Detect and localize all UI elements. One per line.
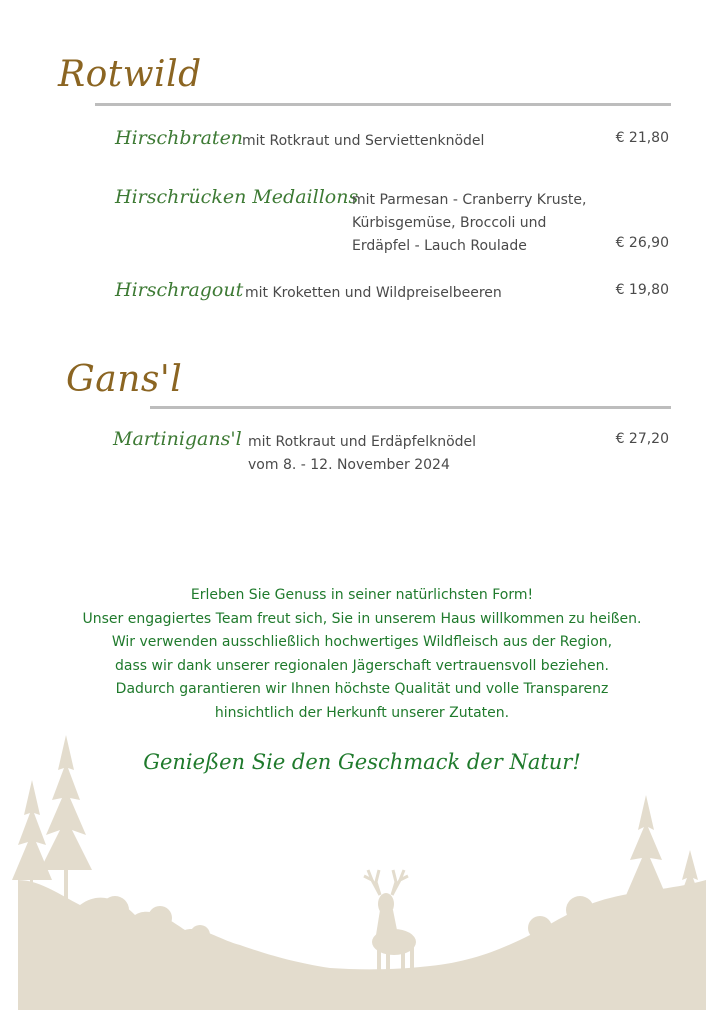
section-title-gansl: Gans'l bbox=[66, 359, 183, 400]
dish-price: € 21,80 bbox=[615, 130, 669, 146]
intro-line: hinsichtlich der Herkunft unserer Zutaten. bbox=[214, 704, 510, 721]
dish-description-line: vom 8. - 12. November 2024 bbox=[248, 457, 450, 473]
dish-name: Hirschragout bbox=[115, 279, 244, 301]
section-title-rotwild: Rotwild bbox=[58, 54, 202, 95]
intro-line: Wir verwenden ausschließlich hochwertiges Wildfleisch aus der Region, bbox=[111, 634, 613, 650]
section-divider bbox=[150, 406, 671, 409]
intro-line: Erleben Sie Genuss in seiner natürlichsten Form! bbox=[190, 587, 534, 603]
intro-line: Unser engagiertes Team freut sich, Sie in unserem Haus willkommen zu heißen. bbox=[82, 610, 642, 627]
slogan: Genießen Sie den Geschmack der Natur! bbox=[143, 750, 581, 774]
intro-line: dass wir dank unserer regionalen Jägerschaft vertrauensvoll beziehen. bbox=[115, 657, 609, 674]
forest-deer-silhouette bbox=[0, 730, 724, 1024]
dish-name: Hirschbraten bbox=[115, 127, 244, 149]
dish-name: Martinigans'l bbox=[113, 428, 242, 450]
dish-description: mit Kroketten und Wildpreiselbeeren bbox=[245, 285, 502, 301]
dish-description-line: Erdäpfel - Lauch Roulade bbox=[352, 238, 527, 254]
dish-description bbox=[248, 431, 476, 477]
intro-line: Dadurch garantieren wir Ihnen höchste Qualität und volle Transparenz bbox=[115, 681, 609, 697]
dish-name: Hirschrücken Medaillons bbox=[115, 186, 359, 208]
dish-price: € 19,80 bbox=[615, 282, 669, 298]
dish-price: € 27,20 bbox=[615, 431, 669, 447]
dish-price: € 26,90 bbox=[615, 235, 669, 251]
dish-description: mit Rotkraut und Serviettenknödel bbox=[242, 133, 485, 149]
section-divider bbox=[95, 103, 671, 106]
intro-text bbox=[0, 584, 724, 725]
dish-description bbox=[352, 189, 586, 258]
dish-description-line: mit Parmesan - Cranberry Kruste, bbox=[352, 192, 587, 208]
dish-description-line: Kürbisgemüse, Broccoli und bbox=[352, 215, 547, 231]
deer-icon bbox=[364, 870, 416, 984]
dish-description-line: mit Rotkraut und Erdäpfelknödel bbox=[248, 434, 477, 450]
